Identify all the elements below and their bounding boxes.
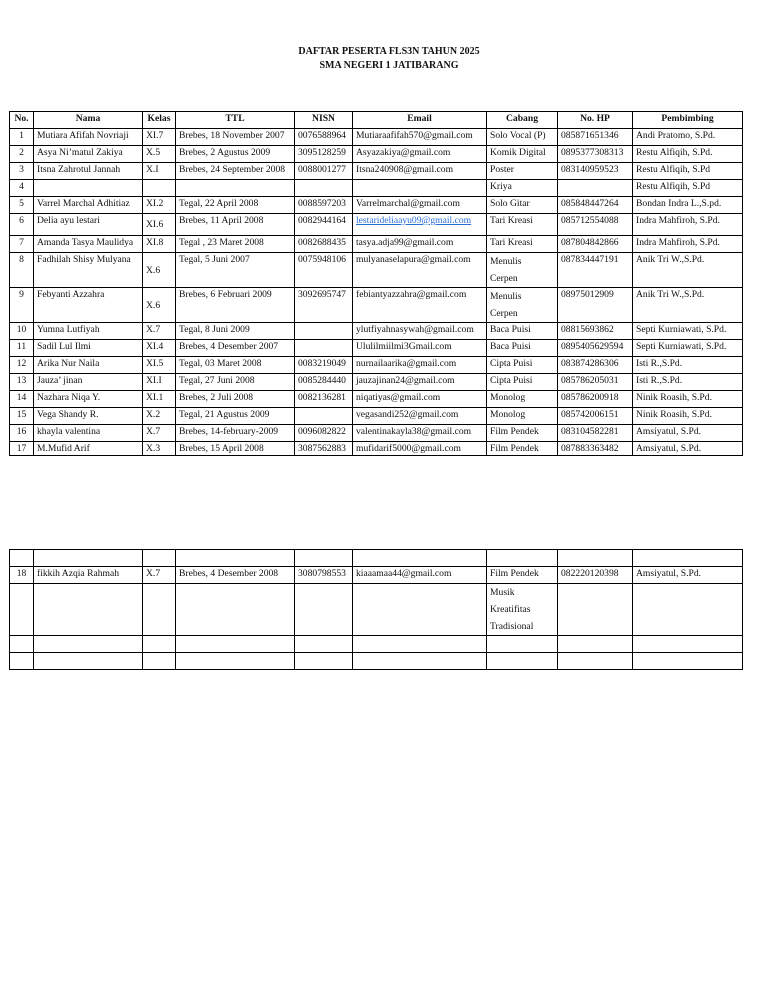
cell-pembimbing: Ninik Roasih, S.Pd. bbox=[633, 408, 743, 425]
cell-no: 13 bbox=[10, 374, 34, 391]
cell-nama: Febyanti Azzahra bbox=[34, 288, 143, 323]
cabang-line: Cerpen bbox=[490, 273, 518, 284]
cell-kelas: X.7 bbox=[143, 567, 176, 584]
cell-pembimbing: Bondan Indra L.,S.pd. bbox=[633, 197, 743, 214]
cell-no: 11 bbox=[10, 340, 34, 357]
empty-row bbox=[10, 636, 743, 653]
empty-cell bbox=[633, 584, 743, 636]
cell-email: Mutiaraafifah570@gmail.com bbox=[353, 129, 487, 146]
cell-cabang: Baca Puisi bbox=[487, 340, 558, 357]
empty-cell bbox=[34, 584, 143, 636]
empty-cell bbox=[558, 584, 633, 636]
cell-nisn: 3087562883 bbox=[295, 442, 353, 456]
empty-cell bbox=[10, 584, 34, 636]
cell-nama: Itsna Zahrotul Jannah bbox=[34, 163, 143, 180]
cell-cabang: Film Pendek bbox=[487, 567, 558, 584]
cell-kelas bbox=[143, 180, 176, 197]
cell-nama: Arika Nur Naila bbox=[34, 357, 143, 374]
cell-pembimbing: Anik Tri W.,S.Pd. bbox=[633, 253, 743, 288]
cell-nama: khayla valentina bbox=[34, 425, 143, 442]
cell-no: 15 bbox=[10, 408, 34, 425]
cell-cabang: Film Pendek bbox=[487, 425, 558, 442]
table-row bbox=[10, 253, 743, 288]
cell-kelas: X.6 bbox=[143, 288, 176, 323]
cell-kelas: XI.2 bbox=[143, 197, 176, 214]
cell-cabang: Komik Digital bbox=[487, 146, 558, 163]
cell-email: niqatiyas@gmail.com bbox=[353, 391, 487, 408]
cell-no: 7 bbox=[10, 236, 34, 253]
cell-ttl: Brebes, 4 Desember 2008 bbox=[176, 567, 295, 584]
empty-cell bbox=[176, 636, 295, 653]
cell-no: 8 bbox=[10, 253, 34, 288]
empty-cell bbox=[295, 550, 353, 567]
cell-ttl: Brebes, 14-february-2009 bbox=[176, 425, 295, 442]
empty-cell bbox=[633, 653, 743, 670]
cell-email: mulyanaselapura@gmail.com bbox=[353, 253, 487, 288]
cell-kelas: X.2 bbox=[143, 408, 176, 425]
cell-nisn bbox=[295, 408, 353, 425]
cell-nisn: 0075948106 bbox=[295, 253, 353, 288]
empty-cell bbox=[353, 636, 487, 653]
cell-cabang: Cipta Puisi bbox=[487, 374, 558, 391]
cell-hp: 083104582281 bbox=[558, 425, 633, 442]
table-row bbox=[10, 163, 743, 180]
empty-cell bbox=[176, 653, 295, 670]
cell-email: vegasandi252@gmail.com bbox=[353, 408, 487, 425]
cell-hp: 085848447264 bbox=[558, 197, 633, 214]
cell-hp bbox=[558, 180, 633, 197]
header-nisn: NISN bbox=[295, 112, 353, 129]
cell-ttl: Tegal, 22 April 2008 bbox=[176, 197, 295, 214]
cell-ttl: Tegal, 8 Juni 2009 bbox=[176, 323, 295, 340]
cell-hp: 0895405629594 bbox=[558, 340, 633, 357]
cell-kelas: XI.7 bbox=[143, 129, 176, 146]
cell-hp: 082220120398 bbox=[558, 567, 633, 584]
cell-pembimbing: Isti R.,S.Pd. bbox=[633, 357, 743, 374]
cell-no: 12 bbox=[10, 357, 34, 374]
cell-nisn bbox=[295, 180, 353, 197]
cell-nisn: 0088001277 bbox=[295, 163, 353, 180]
cell-no: 18 bbox=[10, 567, 34, 584]
empty-cell bbox=[558, 653, 633, 670]
empty-cell bbox=[143, 550, 176, 567]
table-header-row bbox=[10, 112, 743, 129]
cell-kelas: X.7 bbox=[143, 425, 176, 442]
cell-no: 2 bbox=[10, 146, 34, 163]
cell-pembimbing: Andi Pratomo, S.Pd. bbox=[633, 129, 743, 146]
cell-email-link[interactable] bbox=[353, 214, 487, 236]
cell-email: tasya.adja99@gmail.com bbox=[353, 236, 487, 253]
cell-ttl: Brebes, 2 Agustus 2009 bbox=[176, 146, 295, 163]
cell-cabang: Baca Puisi bbox=[487, 323, 558, 340]
cell-nama: Varrel Marchal Adhitiaz bbox=[34, 197, 143, 214]
cell-no: 3 bbox=[10, 163, 34, 180]
cell-cabang: Tari Kreasi bbox=[487, 236, 558, 253]
cell-cabang: Cipta Puisi bbox=[487, 357, 558, 374]
cell-email: valentinakayla38@gmail.com bbox=[353, 425, 487, 442]
empty-cell bbox=[10, 550, 34, 567]
cell-ttl: Brebes, 15 April 2008 bbox=[176, 442, 295, 456]
cell-nisn: 0082136281 bbox=[295, 391, 353, 408]
cell-ttl: Tegal , 23 Maret 2008 bbox=[176, 236, 295, 253]
cell-pembimbing: Restu Alfiqih, S.Pd. bbox=[633, 146, 743, 163]
cell-pembimbing: Restu Alfiqih, S.Pd bbox=[633, 163, 743, 180]
cell-kelas: XI.4 bbox=[143, 340, 176, 357]
table-row bbox=[10, 442, 743, 456]
cell-cabang: Poster bbox=[487, 163, 558, 180]
cell-hp: 085742006151 bbox=[558, 408, 633, 425]
cell-no: 6 bbox=[10, 214, 34, 236]
document-subtitle: SMA NEGERI 1 JATIBARANG bbox=[319, 60, 459, 71]
cell-email: nurnailaarika@gmail.com bbox=[353, 357, 487, 374]
cell-cabang: Tari Kreasi bbox=[487, 214, 558, 236]
cell-email: Itsna240908@gmail.com bbox=[353, 163, 487, 180]
empty-cell bbox=[353, 584, 487, 636]
empty-cell bbox=[487, 653, 558, 670]
empty-cell bbox=[558, 550, 633, 567]
cell-hp: 08975012909 bbox=[558, 288, 633, 323]
empty-cell bbox=[34, 653, 143, 670]
cell-email: ylutfiyahnasywah@gmail.com bbox=[353, 323, 487, 340]
cell-ttl: Brebes, 11 April 2008 bbox=[176, 214, 295, 236]
cell-pembimbing: Indra Mahfiroh, S.Pd. bbox=[633, 214, 743, 236]
cell-pembimbing: Indra Mahfiroh, S.Pd. bbox=[633, 236, 743, 253]
table-row bbox=[10, 146, 743, 163]
cell-kelas: XI.8 bbox=[143, 236, 176, 253]
cell-hp: 08815693862 bbox=[558, 323, 633, 340]
cell-ttl: Tegal, 5 Juni 2007 bbox=[176, 253, 295, 288]
table-row bbox=[10, 288, 743, 323]
cabang-line: Musik bbox=[490, 587, 515, 598]
empty-row bbox=[10, 550, 743, 567]
cell-hp: 087834447191 bbox=[558, 253, 633, 288]
empty-cell bbox=[176, 550, 295, 567]
cell-ttl: Tegal, 21 Agustus 2009 bbox=[176, 408, 295, 425]
empty-cell bbox=[633, 550, 743, 567]
cell-nama: Fadhilah Shisy Mulyana bbox=[34, 253, 143, 288]
cell-nama: Jauza’ jinan bbox=[34, 374, 143, 391]
table-row bbox=[10, 180, 743, 197]
table-row bbox=[10, 323, 743, 340]
cell-pembimbing: Septi Kurniawati, S.Pd. bbox=[633, 323, 743, 340]
cell-nisn: 3092695747 bbox=[295, 288, 353, 323]
cell-nama: Amanda Tasya Maulidya bbox=[34, 236, 143, 253]
cell-nama: Sadil Lul Ilmi bbox=[34, 340, 143, 357]
empty-cell bbox=[143, 653, 176, 670]
table-row bbox=[10, 340, 743, 357]
empty-cell bbox=[10, 653, 34, 670]
cell-nisn: 0096082822 bbox=[295, 425, 353, 442]
cell-nisn: 0082688435 bbox=[295, 236, 353, 253]
cell-hp: 083874286306 bbox=[558, 357, 633, 374]
cell-nama: Vega Shandy R. bbox=[34, 408, 143, 425]
cell-cabang: Solo Gitar bbox=[487, 197, 558, 214]
cell-hp: 085786200918 bbox=[558, 391, 633, 408]
cell-email: febiantyazzahra@gmail.com bbox=[353, 288, 487, 323]
header-no-hp: No. HP bbox=[558, 112, 633, 129]
cell-pembimbing: Isti R.,S.Pd. bbox=[633, 374, 743, 391]
cell-hp: 085871651346 bbox=[558, 129, 633, 146]
empty-cell bbox=[34, 550, 143, 567]
table-row bbox=[10, 357, 743, 374]
empty-cell bbox=[143, 636, 176, 653]
cell-cabang: Monolog bbox=[487, 391, 558, 408]
cabang-line: Menulis bbox=[490, 291, 522, 302]
cell-ttl: Brebes, 24 September 2008 bbox=[176, 163, 295, 180]
cell-ttl: Brebes, 4 Desember 2007 bbox=[176, 340, 295, 357]
cell-pembimbing: Amsiyatul, S.Pd. bbox=[633, 567, 743, 584]
cell-ttl: Tegal, 03 Maret 2008 bbox=[176, 357, 295, 374]
empty-cell bbox=[295, 636, 353, 653]
cell-email bbox=[353, 180, 487, 197]
empty-cell bbox=[487, 636, 558, 653]
cell-ttl bbox=[176, 180, 295, 197]
table-row bbox=[10, 197, 743, 214]
empty-cell bbox=[558, 636, 633, 653]
empty-row bbox=[10, 653, 743, 670]
cell-ttl: Brebes, 2 Juli 2008 bbox=[176, 391, 295, 408]
cell-ttl: Brebes, 18 November 2007 bbox=[176, 129, 295, 146]
empty-cell bbox=[176, 584, 295, 636]
cell-nisn bbox=[295, 323, 353, 340]
cell-pembimbing: Septi Kurniawati, S.Pd. bbox=[633, 340, 743, 357]
participants-table-continued bbox=[9, 549, 743, 670]
cell-no: 14 bbox=[10, 391, 34, 408]
cell-nama bbox=[34, 180, 143, 197]
cell-nama: Asya Ni’matul Zakiya bbox=[34, 146, 143, 163]
table-row bbox=[10, 214, 743, 236]
cell-nisn bbox=[295, 340, 353, 357]
cell-kelas: X.6 bbox=[143, 253, 176, 288]
document-title: DAFTAR PESERTA FLS3N TAHUN 2025 bbox=[298, 46, 480, 57]
cell-nisn: 3080798553 bbox=[295, 567, 353, 584]
cell-hp: 087804842866 bbox=[558, 236, 633, 253]
cell-nisn: 0076588964 bbox=[295, 129, 353, 146]
header-email: Email bbox=[353, 112, 487, 129]
header-cabang: Cabang bbox=[487, 112, 558, 129]
cell-hp: 085712554088 bbox=[558, 214, 633, 236]
cabang-line: Kreatifitas bbox=[490, 604, 531, 615]
table-row bbox=[10, 425, 743, 442]
cabang-line: Menulis bbox=[490, 256, 522, 267]
cell-cabang bbox=[487, 584, 558, 636]
cell-pembimbing: Amsiyatul, S.Pd. bbox=[633, 442, 743, 456]
cell-nama: Yumna Lutfiyah bbox=[34, 323, 143, 340]
cell-kelas: XI.I bbox=[143, 374, 176, 391]
table-row bbox=[10, 374, 743, 391]
cell-kelas: XI.1 bbox=[143, 391, 176, 408]
table-row bbox=[10, 129, 743, 146]
header-nama: Nama bbox=[34, 112, 143, 129]
cell-hp: 087883363482 bbox=[558, 442, 633, 456]
cell-no: 10 bbox=[10, 323, 34, 340]
cell-cabang: Film Pendek bbox=[487, 442, 558, 456]
table-row bbox=[10, 236, 743, 253]
empty-cell bbox=[295, 584, 353, 636]
cell-no: 1 bbox=[10, 129, 34, 146]
cabang-line: Tradisional bbox=[490, 621, 534, 632]
cell-cabang: Solo Vocal (P) bbox=[487, 129, 558, 146]
email-link[interactable]: lestarideliaayu09@gmail.com bbox=[356, 215, 472, 226]
cell-email: kiaaamaa44@gmail.com bbox=[353, 567, 487, 584]
table-row bbox=[10, 584, 743, 636]
header-kelas: Kelas bbox=[143, 112, 176, 129]
header-ttl: TTL bbox=[176, 112, 295, 129]
cell-cabang bbox=[487, 253, 558, 288]
cell-pembimbing: Restu Alfiqih, S.Pd bbox=[633, 180, 743, 197]
cell-kelas: X.I bbox=[143, 163, 176, 180]
cell-cabang: Kriya bbox=[487, 180, 558, 197]
cell-email: Asyazakiya@gmail.com bbox=[353, 146, 487, 163]
cell-no: 5 bbox=[10, 197, 34, 214]
empty-cell bbox=[633, 636, 743, 653]
cabang-line: Cerpen bbox=[490, 308, 518, 319]
cell-nama: Mutiara Afifah Novriaji bbox=[34, 129, 143, 146]
empty-cell bbox=[353, 653, 487, 670]
cell-email: mufidarif5000@gmail.com bbox=[353, 442, 487, 456]
table-row bbox=[10, 567, 743, 584]
empty-cell bbox=[487, 550, 558, 567]
cell-no: 16 bbox=[10, 425, 34, 442]
cell-email: jauzajinan24@gmail.com bbox=[353, 374, 487, 391]
cell-kelas: XI.6 bbox=[143, 214, 176, 236]
cell-nama: Delia ayu lestari bbox=[34, 214, 143, 236]
cell-nama: Nazhara Niqa Y. bbox=[34, 391, 143, 408]
cell-kelas: X.7 bbox=[143, 323, 176, 340]
cell-cabang bbox=[487, 288, 558, 323]
cell-email: Ululilmiilmi3Gmail.com bbox=[353, 340, 487, 357]
cell-no: 4 bbox=[10, 180, 34, 197]
cell-email: Varrelmarchal@gmail.com bbox=[353, 197, 487, 214]
participants-table bbox=[9, 111, 743, 456]
cell-kelas: XI.5 bbox=[143, 357, 176, 374]
cell-nama: fikkih Azqia Rahmah bbox=[34, 567, 143, 584]
table-row bbox=[10, 408, 743, 425]
cell-nisn: 0082944164 bbox=[295, 214, 353, 236]
empty-cell bbox=[295, 653, 353, 670]
table-row bbox=[10, 391, 743, 408]
cell-ttl: Tegal, 27 Juni 2008 bbox=[176, 374, 295, 391]
cell-nisn: 3095128259 bbox=[295, 146, 353, 163]
empty-cell bbox=[143, 584, 176, 636]
cell-nisn: 0083219049 bbox=[295, 357, 353, 374]
empty-cell bbox=[10, 636, 34, 653]
header-pembimbing: Pembimbing bbox=[633, 112, 743, 129]
cell-ttl: Brebes, 6 Februari 2009 bbox=[176, 288, 295, 323]
cell-nisn: 0085284440 bbox=[295, 374, 353, 391]
cell-nisn: 0088597203 bbox=[295, 197, 353, 214]
cell-pembimbing: Anik Tri W.,S.Pd. bbox=[633, 288, 743, 323]
cell-hp: 083140959523 bbox=[558, 163, 633, 180]
empty-cell bbox=[34, 636, 143, 653]
empty-cell bbox=[353, 550, 487, 567]
cell-hp: 085786205031 bbox=[558, 374, 633, 391]
cell-cabang: Monolog bbox=[487, 408, 558, 425]
cell-kelas: X.3 bbox=[143, 442, 176, 456]
cell-pembimbing: Amsiyatul, S.Pd. bbox=[633, 425, 743, 442]
cell-nama: M.Mufid Arif bbox=[34, 442, 143, 456]
header-no: No. bbox=[10, 112, 34, 129]
cell-hp: 0895377308313 bbox=[558, 146, 633, 163]
cell-no: 9 bbox=[10, 288, 34, 323]
cell-kelas: X.5 bbox=[143, 146, 176, 163]
cell-pembimbing: Ninik Roasih, S.Pd. bbox=[633, 391, 743, 408]
cell-no: 17 bbox=[10, 442, 34, 456]
